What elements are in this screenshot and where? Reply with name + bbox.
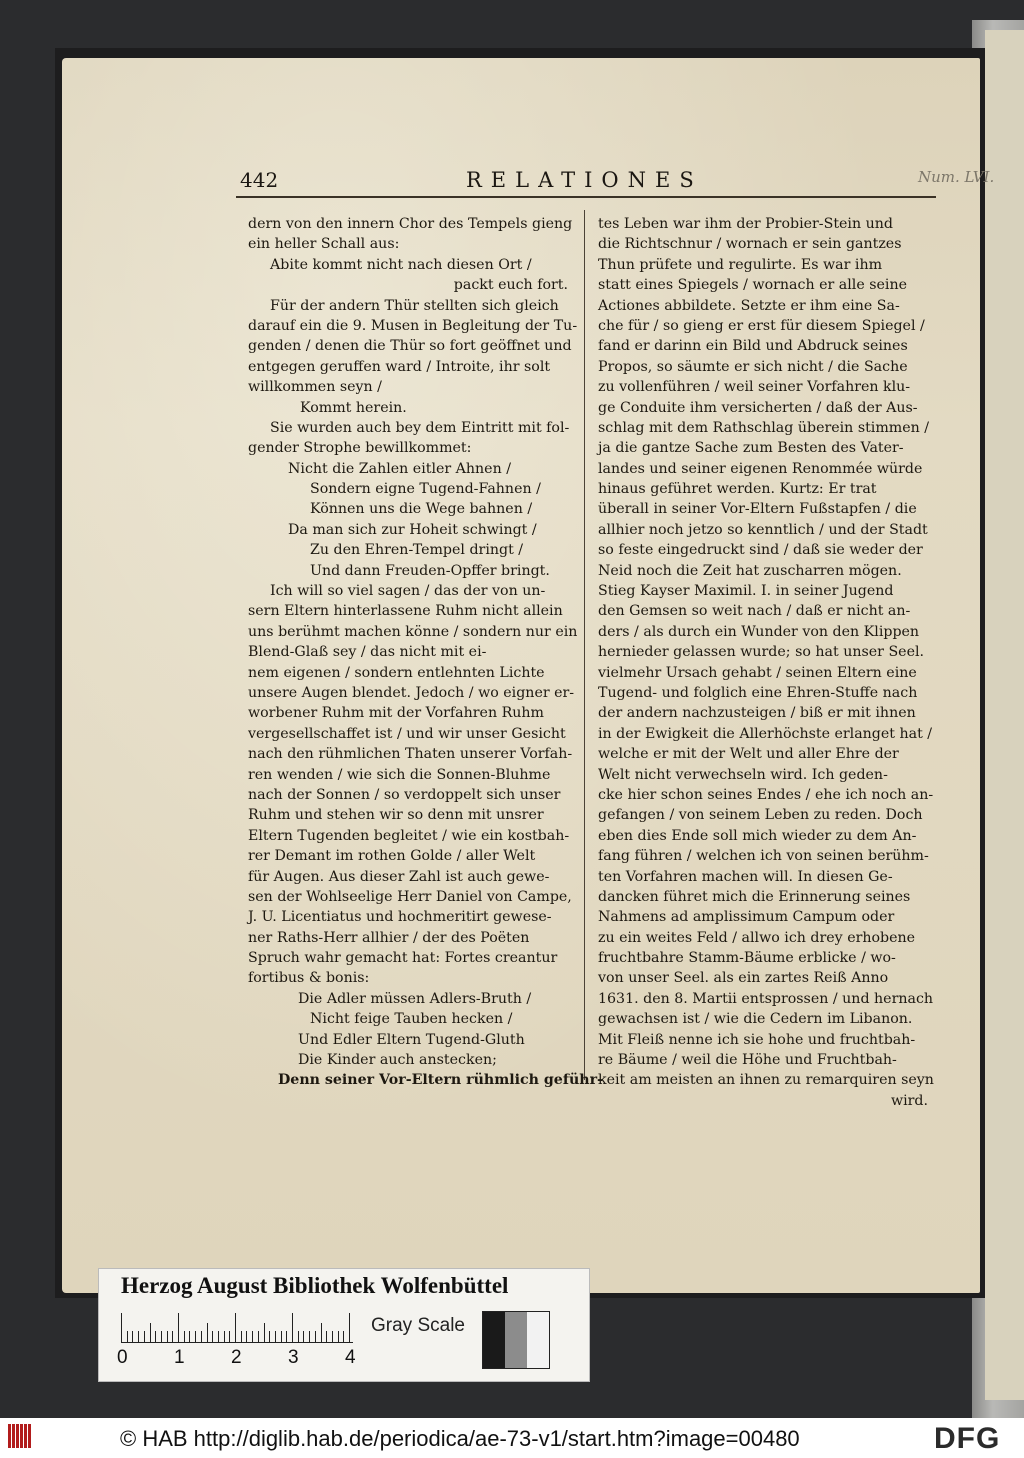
column-divider — [584, 210, 585, 1080]
verse-line: Sondern eigne Tugend-Fahnen / — [310, 481, 541, 498]
text-line: hernieder gelassen wurde; so hat unser Seel. — [598, 644, 925, 661]
ruler-label: 3 — [288, 1347, 299, 1368]
text-line: fortibus & bonis: — [248, 970, 370, 987]
verse-line: Die Adler müssen Adlers-Bruth / — [298, 990, 532, 1007]
text-line: Nahmens ad amplissimum Campum oder — [598, 909, 895, 926]
text-line: worbener Ruhm mit der Vorfahren Ruhm — [248, 705, 545, 722]
text-line: allhier noch jetzo so kenntlich / und der Stadt — [598, 521, 928, 538]
text-line: fand er darinn ein Bild und Abdruck seines — [598, 338, 908, 355]
ruler-tick — [155, 1331, 156, 1343]
verse-line: Nicht die Zahlen eitler Ahnen / — [288, 460, 512, 477]
text-line: für Augen. Aus dieser Zahl ist auch gewe- — [248, 868, 550, 885]
text-line: schlag mit dem Rathschlag überein stimmen / — [598, 419, 930, 436]
text-line: dancken führet mich die Erinnerung seines — [598, 888, 911, 905]
ruler-label: 2 — [231, 1347, 242, 1368]
text-line: Denn seiner Vor-Eltern rühmlich geführ- — [278, 1072, 603, 1089]
ruler-tick — [184, 1331, 185, 1343]
ruler-tick — [258, 1331, 259, 1343]
text-line: ge Conduite ihm versicherten / daß der Aus- — [598, 399, 918, 416]
next-page-catchword: Num. LVI. — [918, 168, 995, 186]
ruler-tick — [218, 1331, 219, 1343]
text-line: tes Leben war ihm der Probier-Stein und — [598, 216, 893, 232]
ruler-tick — [309, 1331, 310, 1343]
text-line: ein heller Schall aus: — [248, 236, 400, 253]
ruler-tick — [246, 1331, 247, 1343]
ruler-tick — [338, 1331, 339, 1343]
text-line: ders / als durch ein Wunder von den Klippen — [598, 623, 920, 640]
gray-scale-swatches — [482, 1311, 550, 1369]
text-line: unsere Augen blendet. Jedoch / wo eigner er- — [248, 684, 575, 701]
header-rule — [236, 196, 936, 198]
text-line: Neid noch die Zeit hat zuscharren mögen. — [598, 562, 902, 579]
ruler-tick — [178, 1313, 179, 1343]
text-line: ren wenden / wie sich die Sonnen-Bluhme — [248, 766, 551, 783]
text-line: fruchtbahre Stamm-Bäume erblicke / wo- — [598, 950, 896, 967]
running-title: RELATIONES — [466, 168, 703, 192]
ruler-tick — [298, 1331, 299, 1343]
ruler-tick — [167, 1331, 168, 1343]
text-line: ner Raths-Herr allhier / der des Poëten — [248, 929, 530, 946]
ruler-tick — [343, 1331, 344, 1343]
right-column — [598, 214, 934, 1111]
text-line: Actiones abbildete. Setzte er ihm eine Sa- — [598, 297, 900, 314]
text-line: vielmehr Ursach gehabt / seinen Eltern eine — [598, 664, 917, 681]
ruler-tick — [252, 1331, 253, 1343]
text-line: gewachsen ist / wie die Cedern im Libanon. — [598, 1011, 913, 1028]
hab-logo-icon — [8, 1424, 38, 1452]
ruler-tick — [127, 1331, 128, 1343]
text-line: überall in seiner Vor-Eltern Fußstapfen / die — [598, 501, 917, 518]
ruler-tick — [332, 1331, 333, 1343]
text-line: vergesellschaffet ist / und wir unser Gesicht — [248, 725, 566, 742]
text-line: in der Ewigkeit die Allerhöchste erlanget hat / — [598, 725, 933, 742]
swatch-gray — [505, 1312, 527, 1368]
text-line: der andern nachzusteigen / biß er mit ihnen — [598, 705, 916, 722]
ruler-tick — [264, 1323, 265, 1343]
text-line: Thun prüfete und regulirte. Es war ihm — [598, 256, 883, 273]
text-line: nem eigenen / sondern entlehnten Lichte — [248, 664, 545, 681]
text-line: den Gemsen so weit nach / daß er nicht an- — [598, 603, 911, 620]
text-line: sern Eltern hinterlassene Ruhm nicht allein — [248, 603, 563, 620]
dfg-logo: DFG — [934, 1422, 1001, 1455]
verse-line: Da man sich zur Hoheit schwingt / — [288, 521, 537, 538]
verse-line: Die Kinder auch anstecken; — [298, 1052, 497, 1069]
text-line: gefangen / von seinem Leben zu reden. Doch — [598, 807, 923, 824]
ruler-tick — [207, 1323, 208, 1343]
text-line: willkommen seyn / — [248, 379, 382, 396]
ruler-label: 4 — [345, 1347, 356, 1368]
text-line: zu ein weites Feld / allwo ich drey erhobene — [598, 929, 916, 946]
ruler-tick — [269, 1331, 270, 1343]
ruler-label: 0 — [117, 1347, 128, 1368]
copyright-citation: © HAB http://diglib.hab.de/periodica/ae-73-v1/start.htm?image=00480 — [120, 1426, 800, 1451]
text-line: statt eines Spiegels / wornach er alle seine — [598, 277, 907, 294]
text-line: Für der andern Thür stellten sich gleich — [270, 297, 559, 314]
text-line: Eltern Tugenden begleitet / wie ein kostbah- — [248, 827, 570, 844]
ruler-tick — [144, 1331, 145, 1343]
text-line: so feste eingedruckt sind / daß sie weder der — [598, 542, 923, 559]
ruler-tick — [132, 1331, 133, 1343]
text-line: Propos, so säumte er sich nicht / die Sache — [598, 358, 908, 375]
swatch-white — [527, 1312, 549, 1368]
text-line: re Bäume / weil die Höhe und Fruchtbah- — [598, 1052, 897, 1069]
text-line: Welt nicht verwechseln wird. Ich geden- — [598, 766, 888, 783]
ruler-tick — [275, 1331, 276, 1343]
verse-line: Nicht feige Tauben hecken / — [310, 1011, 513, 1028]
text-line: ten Vorfahren machen will. In diesen Ge- — [598, 868, 893, 885]
ruler-tick — [292, 1313, 293, 1343]
verse-line: Zu den Ehren-Tempel dringt / — [310, 542, 524, 559]
ruler-tick — [235, 1313, 236, 1343]
ruler-tick — [224, 1331, 225, 1343]
text-line: Sie wurden auch bey dem Eintritt mit fol- — [270, 419, 570, 436]
text-line: fang führen / welchen ich von seinen berühm- — [598, 848, 929, 865]
page-header — [240, 168, 760, 196]
text-line: sen der Wohlseelige Herr Daniel von Campe, — [248, 888, 572, 905]
text-line: Mit Fleiß nenne ich sie hohe und fruchtbah- — [598, 1031, 916, 1048]
text-line: Kommt herein. — [300, 399, 407, 416]
text-line: wird. — [890, 1092, 928, 1109]
text-line: eben dies Ende soll mich wieder zu dem An- — [598, 827, 917, 844]
ruler-tick — [138, 1331, 139, 1343]
ruler-tick — [229, 1331, 230, 1343]
ruler-tick — [303, 1331, 304, 1343]
ruler-tick — [161, 1331, 162, 1343]
library-color-card — [98, 1268, 590, 1382]
text-line: welche er mit der Welt und aller Ehre der — [598, 746, 899, 763]
text-line: Ich will so viel sagen / das der von un- — [270, 583, 546, 600]
text-line: dern von den innern Chor des Tempels gieng — [248, 216, 573, 232]
next-page-edge — [985, 30, 1024, 1400]
ruler-tick — [201, 1331, 202, 1343]
ruler-tick — [189, 1331, 190, 1343]
text-line: rer Demant im rothen Golde / aller Welt — [248, 848, 536, 865]
text-line: Spruch wahr gemacht hat: Fortes creantur — [248, 950, 558, 967]
text-line: landes und seiner eigenen Renommée würde — [598, 460, 923, 477]
ruler-tick — [212, 1331, 213, 1343]
ruler-tick — [195, 1331, 196, 1343]
ruler-tick — [150, 1323, 151, 1343]
text-line: keit am meisten an ihnen zu remarquiren seyn — [598, 1072, 934, 1089]
left-column — [248, 214, 603, 1091]
swatch-black — [483, 1312, 505, 1368]
text-line: 1631. den 8. Martii entsprossen / und hernach — [598, 990, 934, 1007]
library-name: Herzog August Bibliothek Wolfenbüttel — [121, 1273, 509, 1298]
text-line: gender Strophe bewillkommet: — [248, 440, 472, 457]
text-line: hinaus geführet werden. Kurtz: Er trat — [598, 481, 877, 498]
text-line: von unser Seel. als ein zartes Reiß Anno — [598, 970, 889, 987]
ruler-tick — [121, 1313, 122, 1343]
verse-line: Und Edler Eltern Tugend-Gluth — [298, 1031, 525, 1048]
text-line: nach den rühmlichen Thaten unserer Vorfah- — [248, 746, 573, 763]
ruler-tick — [241, 1331, 242, 1343]
verse-line: Und dann Freuden-Opffer bringt. — [310, 562, 550, 579]
gray-scale-label: Gray Scale — [371, 1315, 465, 1336]
ruler-tick — [172, 1331, 173, 1343]
text-line: Blend-Glaß sey / das nicht mit ei- — [248, 644, 487, 661]
text-line: Stieg Kayser Maximil. I. in seiner Jugend — [598, 583, 894, 600]
text-line: zu vollenführen / weil seiner Vorfahren klu- — [598, 379, 911, 396]
text-line: Tugend- und folglich eine Ehren-Stuffe nach — [598, 684, 918, 701]
ruler-tick — [286, 1331, 287, 1343]
ruler-tick — [281, 1331, 282, 1343]
ruler-tick — [321, 1323, 322, 1343]
ruler-tick — [349, 1313, 350, 1343]
text-line: che für / so gieng er erst für diesem Spiegel / — [598, 317, 925, 334]
text-line: Ruhm und stehen wir so denn mit unsrer — [248, 807, 544, 824]
verse-line: Können uns die Wege bahnen / — [310, 501, 533, 518]
text-line: nach der Sonnen / so verdoppelt sich unser — [248, 786, 561, 803]
text-line: die Richtschnur / wornach er sein gantzes — [598, 236, 902, 253]
scale-ruler — [121, 1311, 353, 1343]
ruler-label: 1 — [174, 1347, 185, 1368]
text-line: Abite kommt nicht nach diesen Ort / — [270, 256, 532, 273]
text-line: darauf ein die 9. Musen in Begleitung der Tu- — [248, 317, 578, 334]
text-line: cke hier schon seines Endes / ehe ich noch an- — [598, 786, 934, 803]
text-line: entgegen geruffen ward / Introite, ihr solt — [248, 358, 551, 375]
ruler-tick — [326, 1331, 327, 1343]
text-line: J. U. Licentiatus und hochmeritirt gewese- — [248, 909, 552, 926]
ruler-tick — [315, 1331, 316, 1343]
page-number: 442 — [240, 168, 279, 192]
text-line: uns berühmt machen könne / sondern nur ein — [248, 623, 578, 640]
text-line: genden / denen die Thür so fort geöffnet und — [248, 338, 572, 355]
text-line: ja die gantze Sache zum Besten des Vater- — [598, 440, 904, 457]
text-line: packt euch fort. — [453, 277, 568, 294]
